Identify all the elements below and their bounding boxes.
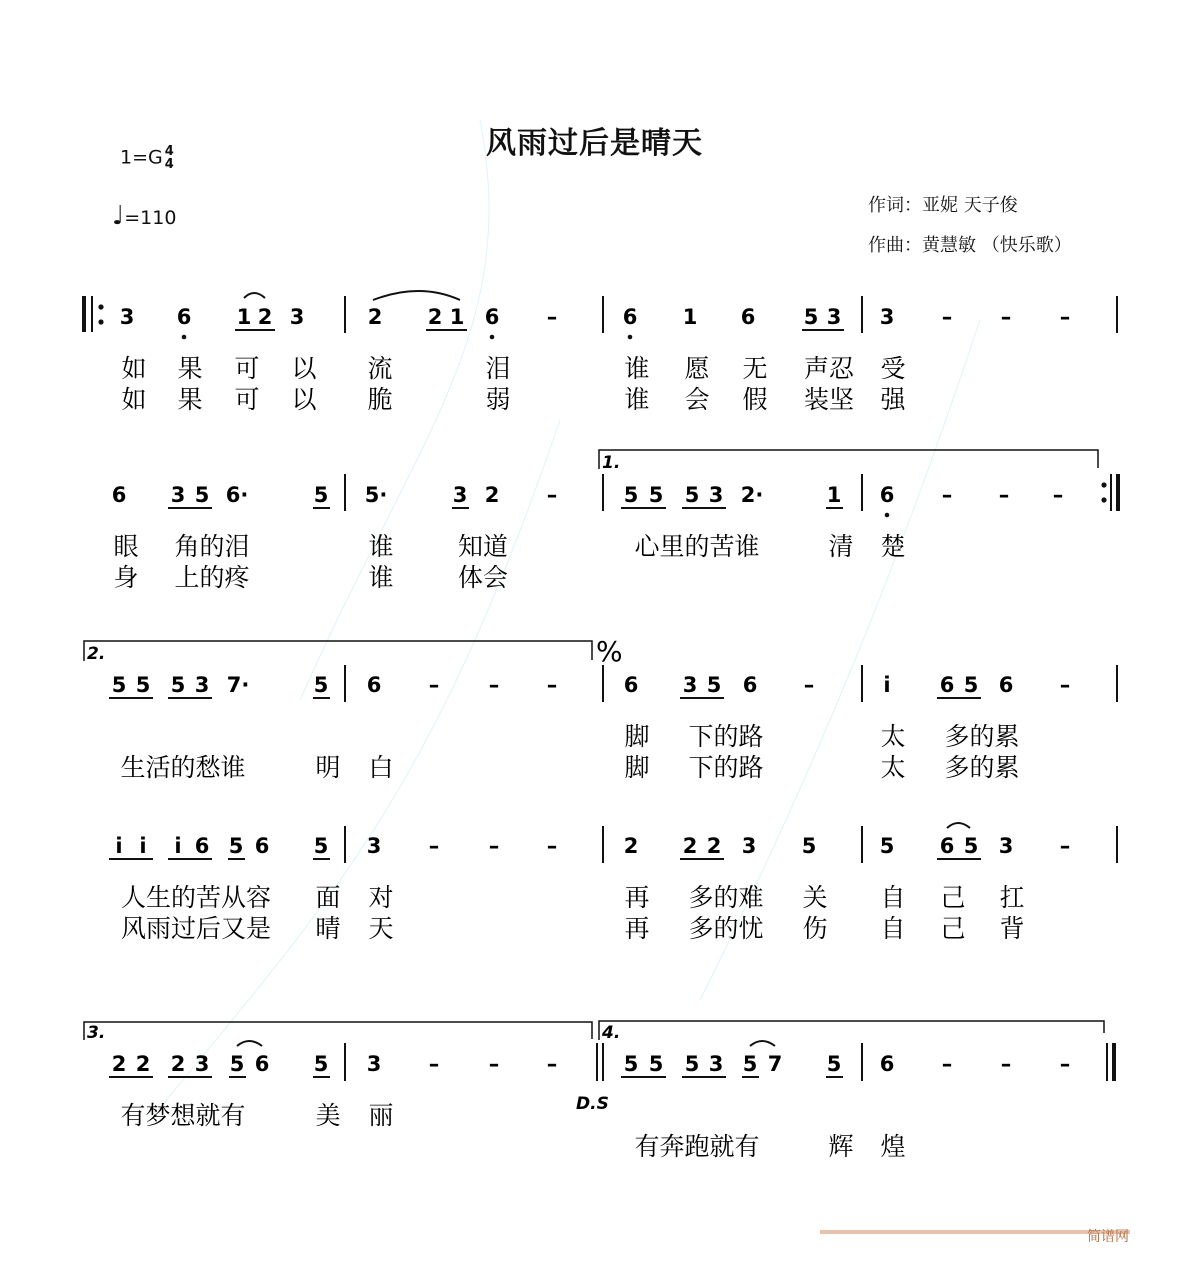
lyric: 强 bbox=[880, 385, 906, 414]
dash: – bbox=[1000, 1052, 1012, 1076]
lyric: 角的泪 bbox=[174, 532, 250, 561]
note: 6· bbox=[225, 483, 249, 507]
note: 3 bbox=[682, 673, 698, 697]
note: i bbox=[174, 834, 182, 858]
lyric: 多的忧 bbox=[688, 914, 764, 943]
staff-row-3 bbox=[84, 635, 1117, 782]
lyric: 谁 bbox=[624, 354, 650, 383]
note: 2 bbox=[484, 483, 500, 507]
lyricist-credit: 作词：亚妮 天子俊 bbox=[868, 195, 1018, 216]
staff-row-2 bbox=[112, 450, 1120, 592]
note: 2 bbox=[170, 1052, 186, 1076]
lyric: 流 bbox=[367, 354, 393, 383]
note: 6 bbox=[111, 483, 127, 507]
note: 3 bbox=[170, 483, 186, 507]
lyric: 下的路 bbox=[688, 753, 764, 782]
song-title: 风雨过后是晴天 bbox=[486, 126, 703, 161]
lyric: 辉 bbox=[828, 1132, 854, 1161]
lyric: 太 bbox=[880, 753, 906, 782]
lyric: 有梦想就有 bbox=[120, 1101, 246, 1130]
dash: – bbox=[1052, 483, 1064, 507]
lyric: 心里的苦谁 bbox=[634, 532, 760, 561]
note: 2 bbox=[257, 305, 273, 329]
note: 5 bbox=[313, 673, 329, 697]
lyric: 多的累 bbox=[944, 753, 1020, 782]
note: 3 bbox=[741, 834, 757, 858]
note: 2 bbox=[623, 834, 639, 858]
lyric: 无 bbox=[742, 354, 768, 383]
note: 5 bbox=[963, 834, 979, 858]
lyric: 弱 bbox=[485, 385, 511, 414]
dash: – bbox=[546, 483, 558, 507]
lyric: 扛 bbox=[999, 883, 1025, 912]
lyric: 有奔跑就有 bbox=[634, 1132, 760, 1161]
note: 1 bbox=[236, 305, 252, 329]
note: 6 bbox=[622, 305, 638, 329]
note: 3 bbox=[194, 1052, 210, 1076]
note: 2 bbox=[706, 834, 722, 858]
note: 5 bbox=[826, 1052, 842, 1076]
note: 3 bbox=[119, 305, 135, 329]
lyric: 美 bbox=[315, 1101, 341, 1130]
lyric: 如 bbox=[121, 385, 147, 414]
dash: – bbox=[546, 1052, 558, 1076]
lyric: 风雨过后又是 bbox=[120, 914, 272, 943]
dash: – bbox=[803, 673, 815, 697]
lyric: 谁 bbox=[368, 563, 394, 592]
lyric: 楚 bbox=[880, 532, 906, 561]
volta-4-label: 4. bbox=[602, 1023, 621, 1043]
note: 5 bbox=[879, 834, 895, 858]
volta-3-label: 3. bbox=[87, 1023, 106, 1043]
volta-1-label: 1. bbox=[602, 453, 621, 473]
note: 3 bbox=[708, 1052, 724, 1076]
lyric: 白 bbox=[368, 753, 394, 782]
key-label: 1=G bbox=[120, 146, 163, 169]
lyric: 体会 bbox=[457, 563, 509, 592]
note: 6 bbox=[939, 673, 955, 697]
note: 3 bbox=[366, 1052, 382, 1076]
note: 6 bbox=[740, 305, 756, 329]
note: 1 bbox=[826, 483, 842, 507]
lyric: 可 bbox=[234, 354, 260, 383]
lyric: 面 bbox=[315, 883, 341, 912]
lyric: 谁 bbox=[624, 385, 650, 414]
note: 2 bbox=[682, 834, 698, 858]
note: 2 bbox=[135, 1052, 151, 1076]
lyric: 再 bbox=[624, 883, 650, 912]
staff-row-5 bbox=[84, 1021, 1116, 1161]
dash: – bbox=[1059, 834, 1071, 858]
note: 5 bbox=[803, 305, 819, 329]
note: 6 bbox=[484, 305, 500, 329]
note: 5 bbox=[742, 1052, 758, 1076]
lyric: 自 bbox=[880, 914, 906, 943]
background-watermark-strokes bbox=[150, 120, 980, 1120]
lyric: 天 bbox=[368, 914, 394, 943]
note: 5 bbox=[111, 673, 127, 697]
lyric: 太 bbox=[880, 722, 906, 751]
note: 6 bbox=[879, 483, 895, 507]
note: 5 bbox=[313, 483, 329, 507]
note: 3 bbox=[998, 834, 1014, 858]
segno-sign: % bbox=[596, 635, 623, 668]
note: 3 bbox=[194, 673, 210, 697]
note: 5· bbox=[364, 483, 388, 507]
note: 5 bbox=[648, 483, 664, 507]
dash: – bbox=[1000, 305, 1012, 329]
dash: – bbox=[488, 673, 500, 697]
dash: – bbox=[546, 673, 558, 697]
lyric: 脆 bbox=[367, 385, 393, 414]
note: 3 bbox=[826, 305, 842, 329]
lyric: 果 bbox=[177, 385, 203, 414]
time-top: 4 bbox=[164, 144, 174, 159]
site-watermark: 简谱网 bbox=[1087, 1229, 1129, 1245]
note: 5 bbox=[706, 673, 722, 697]
time-bottom: 4 bbox=[164, 157, 174, 172]
watermark-bar bbox=[820, 1230, 1130, 1234]
lyric: 对 bbox=[368, 883, 394, 912]
quarter-note-icon: ♩ bbox=[112, 201, 125, 231]
note: 6 bbox=[254, 834, 270, 858]
note: 5 bbox=[135, 673, 151, 697]
note: 2· bbox=[740, 483, 764, 507]
note: 5 bbox=[801, 834, 817, 858]
dash: – bbox=[488, 1052, 500, 1076]
lyric: 眼 bbox=[113, 532, 139, 561]
note: 6 bbox=[623, 673, 639, 697]
note: 5 bbox=[623, 483, 639, 507]
staff-row-1 bbox=[82, 291, 1117, 414]
staff-row-4 bbox=[109, 823, 1117, 943]
note: 5 bbox=[623, 1052, 639, 1076]
lyric: 丽 bbox=[368, 1101, 394, 1130]
lyric: 多的累 bbox=[944, 722, 1020, 751]
note: 3 bbox=[879, 305, 895, 329]
tempo-value: =110 bbox=[124, 207, 177, 229]
lyric: 声忍 bbox=[803, 354, 855, 383]
lyric: 生活的愁谁 bbox=[120, 753, 246, 782]
lyric: 知道 bbox=[457, 532, 509, 561]
note: 6 bbox=[742, 673, 758, 697]
lyric: 晴 bbox=[315, 914, 341, 943]
lyric: 假 bbox=[742, 385, 768, 414]
dash: – bbox=[428, 673, 440, 697]
composer-credit: 作曲：黄慧敏 （快乐歌） bbox=[868, 235, 1072, 256]
lyric: 煌 bbox=[880, 1132, 906, 1161]
note: 6 bbox=[879, 1052, 895, 1076]
lyric: 上的疼 bbox=[174, 563, 250, 592]
dash: – bbox=[546, 834, 558, 858]
lyric: 愿 bbox=[684, 354, 710, 383]
note: 6 bbox=[194, 834, 210, 858]
lyric: 关 bbox=[802, 883, 828, 912]
lyric: 脚 bbox=[624, 753, 650, 782]
lyric: 明 bbox=[315, 753, 341, 782]
dash: – bbox=[428, 834, 440, 858]
dash: – bbox=[488, 834, 500, 858]
lyric: 再 bbox=[624, 914, 650, 943]
note: 5 bbox=[228, 834, 244, 858]
lyric: 如 bbox=[121, 354, 147, 383]
dash: – bbox=[546, 305, 558, 329]
dash: – bbox=[428, 1052, 440, 1076]
dash: – bbox=[1059, 1052, 1071, 1076]
lyric: 自 bbox=[880, 883, 906, 912]
note: 6 bbox=[254, 1052, 270, 1076]
note: 5 bbox=[684, 483, 700, 507]
dash: – bbox=[941, 483, 953, 507]
lyric: 多的难 bbox=[688, 883, 764, 912]
dash: – bbox=[1059, 673, 1071, 697]
note: 6 bbox=[998, 673, 1014, 697]
lyric: 可 bbox=[234, 385, 260, 414]
note: 1 bbox=[449, 305, 465, 329]
volta-2-label: 2. bbox=[87, 644, 106, 664]
lyric: 装坚 bbox=[803, 385, 855, 414]
lyric: 背 bbox=[999, 914, 1025, 943]
note: 1 bbox=[682, 305, 698, 329]
note: 3 bbox=[366, 834, 382, 858]
note: 2 bbox=[111, 1052, 127, 1076]
lyric: 果 bbox=[177, 354, 203, 383]
note: 3 bbox=[452, 483, 468, 507]
note: 6 bbox=[176, 305, 192, 329]
lyric: 伤 bbox=[802, 914, 828, 943]
dash: – bbox=[941, 1052, 953, 1076]
note: 5 bbox=[313, 834, 329, 858]
note: 3 bbox=[289, 305, 305, 329]
lyric: 清 bbox=[828, 532, 854, 561]
lyric: 己 bbox=[940, 883, 966, 912]
lyric: 人生的苦从容 bbox=[120, 883, 272, 912]
note: 6 bbox=[939, 834, 955, 858]
note: 7 bbox=[767, 1052, 783, 1076]
lyric: 受 bbox=[880, 354, 906, 383]
dash: – bbox=[941, 305, 953, 329]
note: 7· bbox=[226, 673, 250, 697]
dash: – bbox=[1059, 305, 1071, 329]
note: 5 bbox=[313, 1052, 329, 1076]
note: 5 bbox=[648, 1052, 664, 1076]
lyric: 会 bbox=[684, 385, 710, 414]
lyric: 泪 bbox=[485, 354, 511, 383]
lyric: 以 bbox=[291, 385, 317, 414]
note: i bbox=[139, 834, 147, 858]
dash: – bbox=[998, 483, 1010, 507]
note: 6 bbox=[366, 673, 382, 697]
note: 5 bbox=[194, 483, 210, 507]
note: 5 bbox=[229, 1052, 245, 1076]
note: 5 bbox=[963, 673, 979, 697]
lyric: 身 bbox=[113, 563, 139, 592]
ds-marking: D.S bbox=[576, 1094, 609, 1114]
lyric: 己 bbox=[940, 914, 966, 943]
lyric: 谁 bbox=[368, 532, 394, 561]
note: 5 bbox=[684, 1052, 700, 1076]
note: i bbox=[115, 834, 123, 858]
lyric: 脚 bbox=[624, 722, 650, 751]
note: i bbox=[883, 673, 891, 697]
lyric: 以 bbox=[291, 354, 317, 383]
note: 2 bbox=[427, 305, 443, 329]
note: 3 bbox=[708, 483, 724, 507]
note: 2 bbox=[367, 305, 383, 329]
lyric: 下的路 bbox=[688, 722, 764, 751]
note: 5 bbox=[170, 673, 186, 697]
